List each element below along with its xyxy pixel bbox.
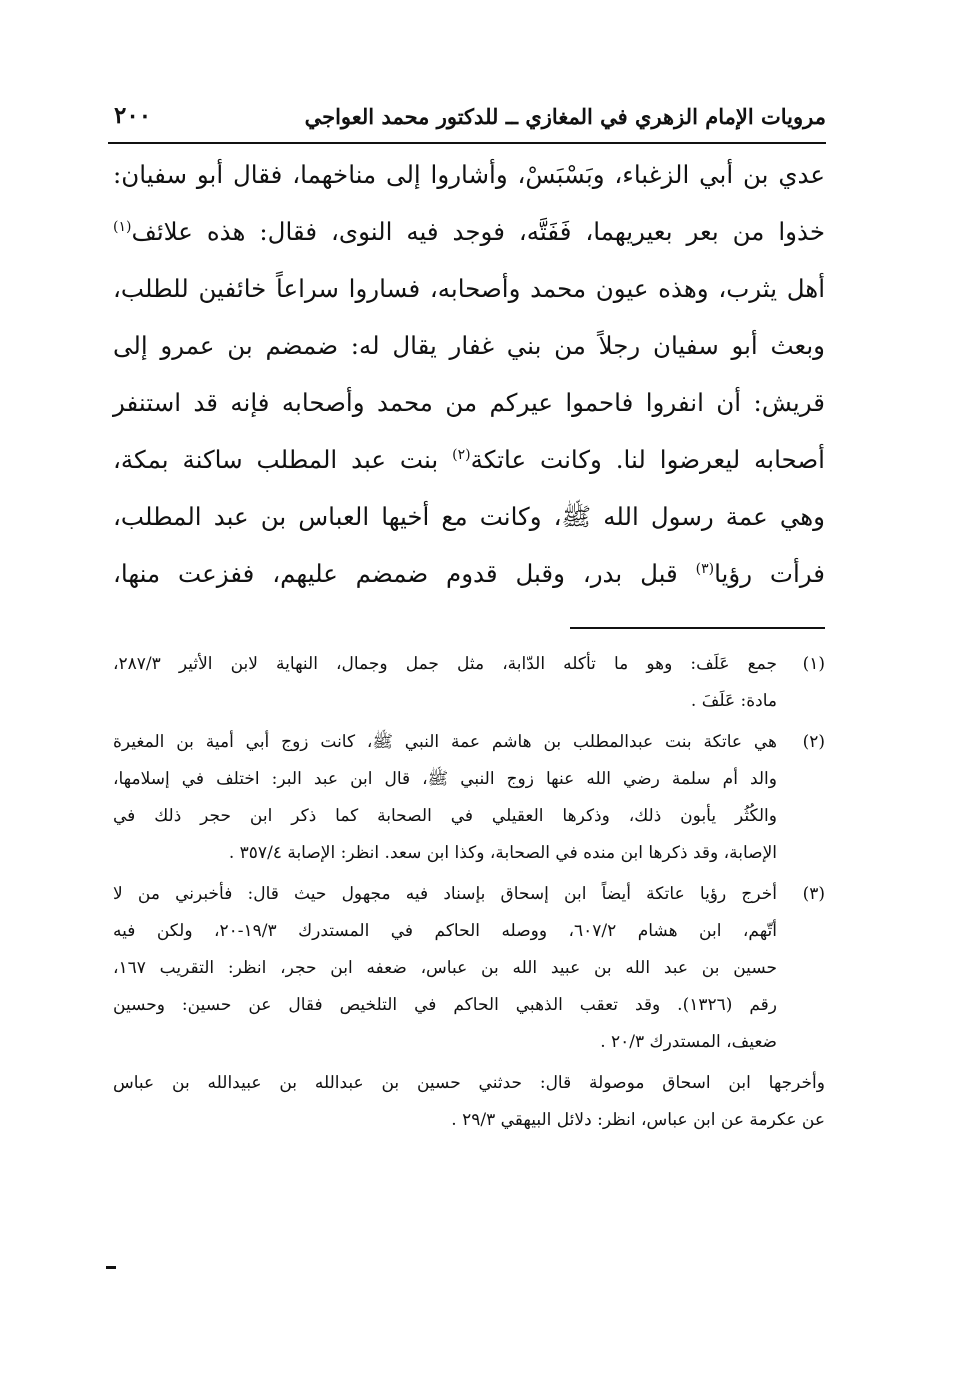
running-header	[108, 98, 826, 144]
footnote-line: أتّهم، ابن هشام ٦٠٧/٢، ووصله الحاكم في المستدرك ١٩/٣-٢٠، ولكن فيه	[113, 921, 777, 941]
page-number: ٢٠٠	[114, 102, 152, 129]
text-line: فرأت رؤيا$^{(٣)}$ قبل بدر، وقبل قدوم ضمضم عليهم، ففزعت منها،	[113, 559, 825, 588]
footnote-line: هي عاتكة بنت عبدالمطلب بن هاشم عمة النبي ﷺ، كانت زوج أبي أمية بن المغيرة	[113, 732, 777, 752]
footnote-3	[113, 876, 825, 1061]
footnote-2	[113, 724, 825, 872]
text-line: عدي بن أبي الزغباء، وبَسْبَسْ، وأشاروا إلى مناخهما، فقال أبو سفيان:	[113, 160, 825, 189]
text-line: أهل يثرب، وهذه عيون محمد وأصحابه، فساروا سراعاً خائفين للطلب،	[113, 274, 825, 303]
text-line: وبعث أبو سفيان رجلاً من بني غفار يقال له: ضمضم بن عمرو إلى	[113, 331, 825, 360]
text-line: قريش: أن انفروا فاحموا عيركم من محمد وأصحابه فإنه قد استنفر	[113, 388, 825, 417]
footnote-ref-2[interactable]: (٢)	[452, 446, 471, 463]
footnote-number: (٢)	[802, 732, 825, 752]
main-text	[113, 146, 825, 602]
footnotes	[113, 646, 825, 1139]
footnote-separator	[570, 627, 825, 629]
footnote-line: حسين بن عبد الله بن عبيد الله بن عباس، ضعفه ابن حجر، انظر: التقريب ١٦٧،	[113, 958, 777, 978]
text-line: أصحابه ليعرضوا لنا. وكانت عاتكة$^{(٢)}$ بنت عبد المطلب ساكنة بمكة،	[113, 445, 825, 474]
footnote-line: والكُثُر يأبون ذلك، وذكرها العقيلي في الصحابة كما ذكر ابن حجر ذلك في	[113, 806, 777, 826]
text-line: وهي عمة رسول الله ﷺ، وكانت مع أخيها العباس بن عبد المطلب،	[113, 502, 825, 531]
footnote-ref-1[interactable]: (١)	[113, 218, 132, 235]
footnote-line: الإصابة، وقد ذكرها ابن منده في الصحابة، وكذا ابن سعد. انظر: الإصابة ٣٥٧/٤ .	[228, 843, 777, 863]
footnote-line: أخرج رؤيا عاتكة أيضاً ابن إسحاق بإسناد فيه مجهول حيث قال: فأخبرني من لا	[113, 884, 777, 904]
footnote-line: مادة: عَلَفَ .	[690, 691, 777, 711]
footnote-line: وأخرجها ابن اسحاق موصولة قال: حدثني حسين بن عبدالله بن عبيدالله بن عباس	[113, 1073, 825, 1093]
footnote-number: (٣)	[802, 884, 825, 904]
footnote-continuation	[113, 1065, 825, 1139]
page-mark	[106, 1266, 116, 1269]
footnote-ref-3[interactable]: (٣)	[695, 560, 715, 577]
text-line: خذوا من بعر بعيريهما، فَفَتَّه، فوجد فيه النوى، فقال: هذه علائف$^{(١)}$	[113, 217, 825, 246]
footnote-line: عن عكرمة عن ابن عباس، انظر: دلائل البيهقي ٢٩/٣ .	[451, 1110, 825, 1130]
footnote-number: (١)	[802, 654, 825, 674]
book-title: مرويات الإمام الزهري في المغازي ــ للدكتور محمد العواجي	[304, 104, 826, 129]
footnote-line: ضعيف، المستدرك ٢٠/٣ .	[600, 1032, 777, 1052]
footnote-line: رقم (١٣٢٦). وقد تعقب الذهبي الحاكم في التلخيص فقال عن حسين: وحسين	[113, 995, 777, 1015]
footnote-line: والد أم سلمة رضي الله عنها زوج النبي ﷺ، قال ابن عبد البر: اختلف في إسلامها،	[113, 769, 777, 789]
footnote-line: جمع عَلَف: وهو ما تأكله الدّابة، مثل جمل وجمال، النهاية لابن الأثير ٢٨٧/٣،	[113, 654, 777, 674]
footnote-1	[113, 646, 825, 720]
